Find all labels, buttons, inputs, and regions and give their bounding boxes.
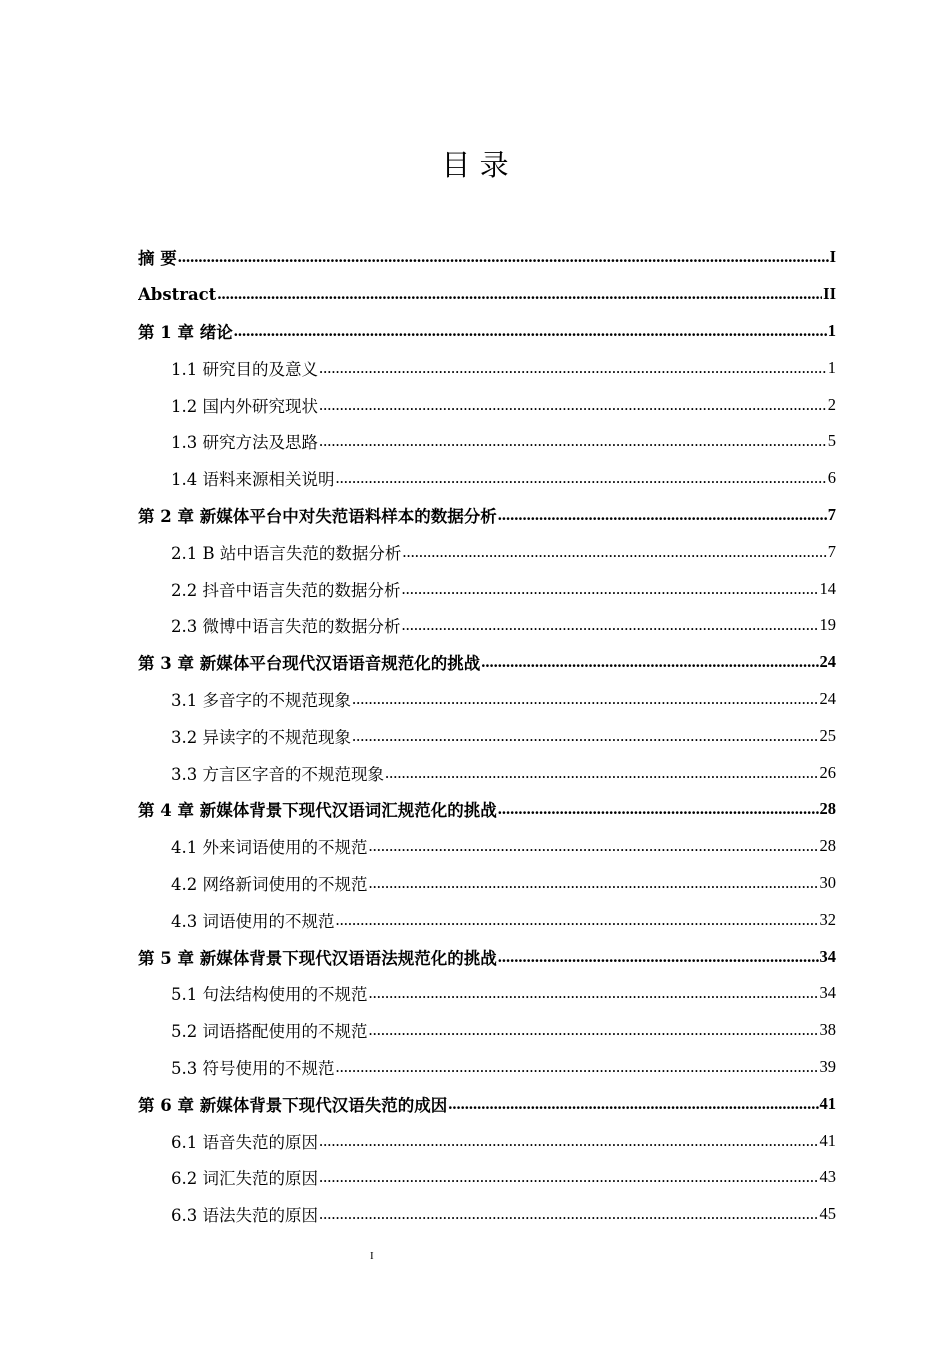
toc-entry-page: 28 xyxy=(819,799,836,819)
dot-leader xyxy=(352,726,819,746)
toc-chapter-entry[interactable] xyxy=(138,938,836,975)
dot-leader xyxy=(234,321,827,341)
toc-entry-title: 5.1 句法结构使用的不规范 xyxy=(171,985,368,1005)
toc-entry-page: 1 xyxy=(827,320,836,340)
toc-section-entry[interactable] xyxy=(138,1196,836,1233)
toc-entry-page: 30 xyxy=(819,872,836,892)
toc-entry-title: 4.3 词语使用的不规范 xyxy=(171,911,335,931)
dot-leader xyxy=(369,873,819,893)
dot-leader xyxy=(319,1204,819,1224)
toc-section-entry[interactable] xyxy=(138,681,836,718)
toc-entry-title: 4.1 外来词语使用的不规范 xyxy=(171,838,368,858)
toc-section-entry[interactable] xyxy=(138,717,836,754)
dot-leader xyxy=(178,247,829,267)
toc-entry-title: 1.1 研究目的及意义 xyxy=(171,359,318,379)
dot-leader xyxy=(402,542,826,562)
dot-leader xyxy=(336,468,827,488)
toc-entry-page: 1 xyxy=(827,357,836,377)
toc-entry-page: 28 xyxy=(819,836,836,856)
toc-entry-title: 6.3 语法失范的原因 xyxy=(171,1206,318,1226)
toc-entry-page: 5 xyxy=(827,431,836,451)
toc-section-entry[interactable] xyxy=(138,975,836,1012)
toc-entry-page: 7 xyxy=(827,504,836,524)
footer-page-number: I xyxy=(370,1250,374,1262)
dot-leader xyxy=(481,652,818,672)
toc-entry-page: 24 xyxy=(819,688,836,708)
toc-entry-page: 43 xyxy=(819,1167,836,1187)
toc-section-entry[interactable] xyxy=(138,349,836,386)
toc-section-entry[interactable] xyxy=(138,533,836,570)
dot-leader xyxy=(336,910,819,930)
dot-leader xyxy=(498,505,827,525)
toc-entry-title: 2.2 抖音中语言失范的数据分析 xyxy=(171,580,401,600)
toc-section-entry[interactable] xyxy=(138,570,836,607)
dot-leader xyxy=(352,689,819,709)
toc-entry-title: 第 6 章 新媒体背景下现代汉语失范的成因 xyxy=(138,1095,448,1115)
toc-section-entry[interactable] xyxy=(138,1049,836,1086)
dot-leader xyxy=(369,983,819,1003)
dot-leader xyxy=(402,579,819,599)
dot-leader xyxy=(402,615,819,635)
toc-entry-title: 3.3 方言区字音的不规范现象 xyxy=(171,764,384,784)
toc-entry-title: 3.2 异读字的不规范现象 xyxy=(171,727,351,747)
dot-leader xyxy=(369,1020,819,1040)
toc-section-entry[interactable] xyxy=(138,754,836,791)
toc-entry-page: 39 xyxy=(819,1056,836,1076)
dot-leader xyxy=(217,284,822,304)
toc-entry-title: 第 1 章 绪论 xyxy=(138,322,233,342)
toc-entry-page: II xyxy=(823,284,836,304)
toc-entry-title: 6.2 词汇失范的原因 xyxy=(171,1169,318,1189)
dot-leader xyxy=(319,1131,819,1151)
toc-entry-page: 34 xyxy=(819,946,836,966)
toc-section-entry[interactable] xyxy=(138,460,836,497)
toc-chapter-entry[interactable] xyxy=(138,644,836,681)
toc-entry-title: 第 4 章 新媒体背景下现代汉语词汇规范化的挑战 xyxy=(138,801,497,821)
toc-entry-page: 14 xyxy=(819,578,836,598)
toc-section-entry[interactable] xyxy=(138,1012,836,1049)
toc-entry-page: 25 xyxy=(819,725,836,745)
dot-leader xyxy=(319,431,827,451)
dot-leader xyxy=(319,358,827,378)
toc-chapter-entry[interactable] xyxy=(138,497,836,534)
dot-leader xyxy=(498,947,819,967)
toc-chapter-entry[interactable] xyxy=(138,1085,836,1122)
dot-leader xyxy=(319,1167,819,1187)
toc-section-entry[interactable] xyxy=(138,386,836,423)
toc-entry-title: 1.4 语料来源相关说明 xyxy=(171,470,335,490)
toc-entry-title: 2.3 微博中语言失范的数据分析 xyxy=(171,617,401,637)
toc-section-entry[interactable] xyxy=(138,1159,836,1196)
toc-entry-title: 第 2 章 新媒体平台中对失范语料样本的数据分析 xyxy=(138,506,497,526)
toc-entry-title: 4.2 网络新词使用的不规范 xyxy=(171,874,368,894)
toc-entry-title: Abstract xyxy=(138,284,217,304)
toc-chapter-entry[interactable] xyxy=(138,791,836,828)
toc-entry-title: 6.1 语音失范的原因 xyxy=(171,1132,318,1152)
toc-entry-title: 5.3 符号使用的不规范 xyxy=(171,1058,335,1078)
toc-entry-page: 45 xyxy=(819,1204,836,1224)
dot-leader xyxy=(498,799,819,819)
toc-entry-page: 41 xyxy=(819,1093,836,1113)
toc-entry-page: 34 xyxy=(819,983,836,1003)
toc-entry-page: 26 xyxy=(819,762,836,782)
toc-entry-title: 2.1 B 站中语言失范的数据分析 xyxy=(171,543,402,563)
toc-entry-title: 3.1 多音字的不规范现象 xyxy=(171,690,351,710)
toc-entry-title: 5.2 词语搭配使用的不规范 xyxy=(171,1022,368,1042)
toc-entry-title: 第 5 章 新媒体背景下现代汉语语法规范化的挑战 xyxy=(138,948,497,968)
toc-entry-page: I xyxy=(829,247,836,267)
toc-chapter-entry[interactable] xyxy=(138,239,836,276)
toc-entry-page: 2 xyxy=(827,394,836,414)
toc-entry-title: 1.2 国内外研究现状 xyxy=(171,396,318,416)
toc-entry-title: 1.3 研究方法及思路 xyxy=(171,433,318,453)
toc-section-entry[interactable] xyxy=(138,901,836,938)
toc-entry-title: 摘 要 xyxy=(138,249,177,269)
toc-section-entry[interactable] xyxy=(138,865,836,902)
toc-entry-title: 第 3 章 新媒体平台现代汉语语音规范化的挑战 xyxy=(138,654,481,674)
toc-section-entry[interactable] xyxy=(138,607,836,644)
dot-leader xyxy=(448,1094,818,1114)
page-title: 目 录 xyxy=(441,148,509,182)
dot-leader xyxy=(369,836,819,856)
toc-chapter-entry[interactable] xyxy=(138,276,836,313)
toc-entry-page: 7 xyxy=(827,541,836,561)
toc-entry-page: 38 xyxy=(819,1020,836,1040)
toc-section-entry[interactable] xyxy=(138,1122,836,1159)
toc-chapter-entry[interactable] xyxy=(138,313,836,350)
toc-section-entry[interactable] xyxy=(138,423,836,460)
dot-leader xyxy=(319,395,827,415)
dot-leader xyxy=(336,1057,819,1077)
dot-leader xyxy=(385,763,819,783)
toc-section-entry[interactable] xyxy=(138,828,836,865)
toc-entry-page: 24 xyxy=(819,652,836,672)
toc-entry-page: 6 xyxy=(827,468,836,488)
table-of-contents xyxy=(138,239,836,1233)
toc-entry-page: 19 xyxy=(819,615,836,635)
toc-entry-page: 32 xyxy=(819,909,836,929)
toc-entry-page: 41 xyxy=(819,1130,836,1150)
